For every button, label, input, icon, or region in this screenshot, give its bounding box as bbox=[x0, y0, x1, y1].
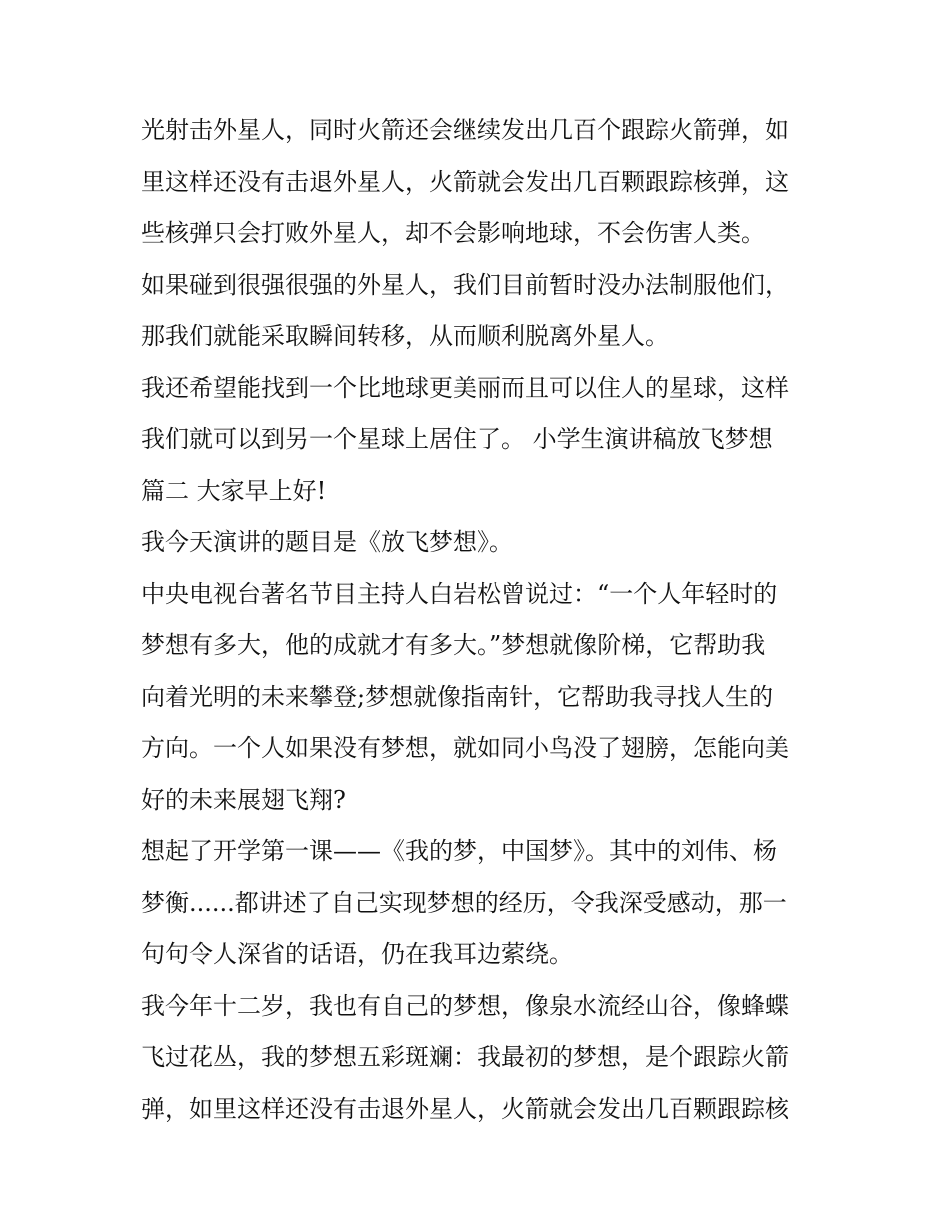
text-line: 句句令人深省的话语，仍在我耳边萦绕。 bbox=[141, 940, 573, 968]
text-line: 梦衡......都讲述了自己实现梦想的经历，令我深受感动，那一 bbox=[141, 888, 787, 917]
text-line: 弹，如里这样还没有击退外星人，火箭就会发出几百颗跟踪核 bbox=[141, 1094, 789, 1123]
text-line: 那我们就能采取瞬间转移，从而顺利脱离外星人。 bbox=[141, 322, 669, 350]
text-line: 如果碰到很强很强的外星人，我们目前暂时没办法制服他们， bbox=[141, 270, 789, 299]
text-line: 梦想有多大，他的成就才有多大。”梦想就像阶梯，它帮助我 bbox=[141, 631, 766, 659]
text-line: 飞过花丛，我的梦想五彩斑斓：我最初的梦想，是个跟踪火箭 bbox=[141, 1043, 789, 1071]
text-line: 方向。一个人如果没有梦想，就如同小鸟没了翅膀，怎能向美 bbox=[141, 734, 789, 762]
text-line: 中央电视台著名节目主持人白岩松曾说过：“一个人年轻时的 bbox=[141, 579, 778, 608]
text-line: 我今天演讲的题目是《放飞梦想》。 bbox=[141, 528, 513, 556]
text-line: 我还希望能找到一个比地球更美丽而且可以住人的星球，这样 bbox=[141, 373, 789, 402]
text-line: 光射击外星人，同时火箭还会继续发出几百个跟踪火箭弹，如 bbox=[141, 116, 789, 144]
document-body bbox=[141, 105, 821, 1135]
text-line: 篇二 大家早上好! bbox=[141, 476, 327, 505]
text-line: 些核弹只会打败外星人，却不会影响地球，不会伤害人类。 bbox=[141, 219, 765, 247]
text-line: 我们就可以到另一个星球上居住了。 小学生演讲稿放飞梦想 bbox=[141, 425, 773, 453]
text-line: 向着光明的未来攀登;梦想就像指南针，它帮助我寻找人生的 bbox=[141, 682, 774, 711]
text-line: 我今年十二岁，我也有自己的梦想，像泉水流经山谷，像蜂蝶 bbox=[141, 991, 789, 1020]
text-line: 想起了开学第一课——《我的梦，中国梦》。其中的刘伟、杨 bbox=[141, 837, 777, 865]
text-line: 里这样还没有击退外星人，火箭就会发出几百颗跟踪核弹，这 bbox=[141, 167, 789, 196]
text-line: 好的未来展翅飞翔? bbox=[141, 785, 346, 814]
